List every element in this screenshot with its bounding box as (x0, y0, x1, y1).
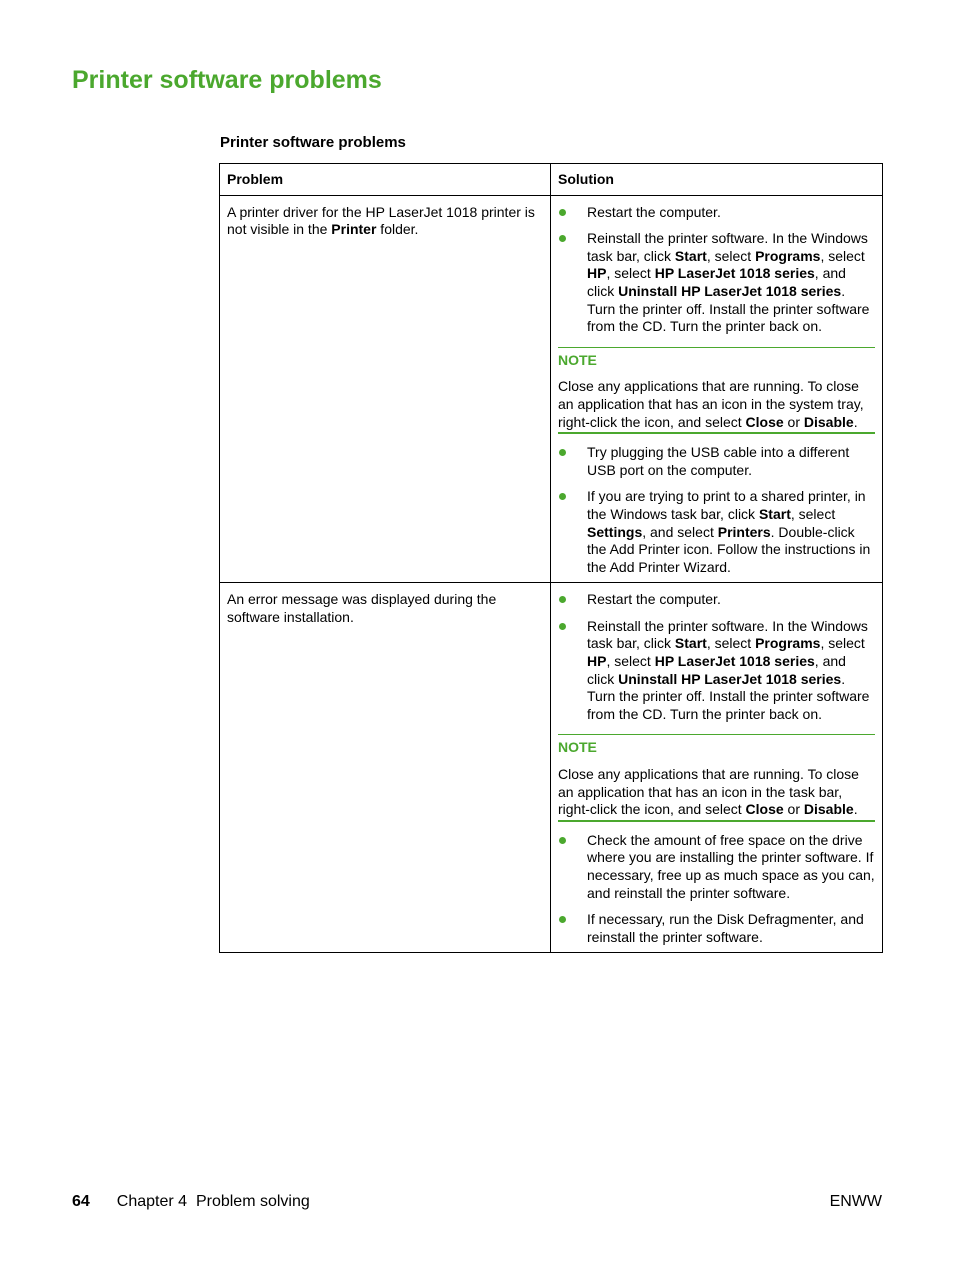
solution-list (558, 591, 875, 723)
bold-text: HP (587, 653, 607, 670)
text-run: A printer driver for the HP LaserJet 1018 printer is not visible in the (227, 203, 535, 238)
solution-cell (551, 583, 883, 953)
bold-text: Printers (717, 523, 771, 540)
table-caption: Printer software problems (220, 134, 406, 151)
bold-text: Close (745, 413, 784, 430)
bold-text: Printer (331, 221, 377, 238)
text-run: Close any applications that are running. To close an application that has an icon in the system tray, right-click the icon, and select (558, 378, 864, 430)
note-text (558, 766, 875, 819)
bold-text: Close (745, 801, 784, 818)
list-item (558, 488, 875, 576)
text-run: Check the amount of free space on the drive where you are installing the printer software. If necessary, free up as much space as you can, and reinstall the printer software. (587, 831, 875, 901)
text-run: or (783, 801, 804, 818)
list-item (558, 911, 875, 946)
text-run: , select (790, 505, 836, 522)
table-header-row (220, 164, 883, 196)
bold-text: Start (674, 635, 707, 652)
table-row (220, 195, 883, 583)
text-run: , select (706, 635, 756, 652)
note-box (558, 734, 875, 821)
note-label: NOTE (558, 351, 597, 368)
bullet-dot-icon (559, 623, 566, 630)
text-run: . Turn the printer off. Install the printer software from the CD. Turn the printer back on. (587, 670, 870, 722)
bullet-dot-icon (559, 235, 566, 242)
bullet-dot-icon (559, 493, 566, 500)
bold-text: Start (674, 247, 707, 264)
page-number: 64 (72, 1193, 90, 1210)
bold-text: HP LaserJet 1018 series (654, 265, 815, 282)
list-item (558, 230, 875, 336)
text-run: If you are trying to print to a shared printer, in the Windows task bar, click (587, 488, 866, 522)
bold-text: Disable (803, 413, 854, 430)
text-run: Close any applications that are running. To close an application that has an icon in the task bar, right-click the icon, and select (558, 766, 859, 818)
table-body (220, 195, 883, 953)
solution-list (558, 832, 875, 947)
bullet-dot-icon (559, 837, 566, 844)
bullet-dot-icon (559, 449, 566, 456)
list-item (558, 591, 875, 609)
list-item (558, 832, 875, 902)
text-run: . Double-click the Add Printer icon. Follow the instructions in the Add Printer Wizard. (587, 523, 871, 575)
solution-cell (551, 195, 883, 583)
text-run: , select (820, 247, 865, 264)
bold-text: HP LaserJet 1018 series (654, 653, 815, 670)
text-run: , and click (587, 265, 846, 299)
text-run: folder. (376, 221, 419, 238)
text-run: or (783, 413, 804, 430)
bullet-dot-icon (559, 209, 566, 216)
bullet-dot-icon (559, 596, 566, 603)
text-run: Restart the computer. (587, 591, 721, 608)
problem-cell (220, 583, 551, 953)
bold-text: Uninstall HP LaserJet 1018 series (618, 670, 842, 687)
text-run: , select (706, 247, 756, 264)
list-item (558, 444, 875, 479)
column-header-solution: Solution (551, 164, 883, 196)
text-run: , select (820, 635, 865, 652)
solution-list (558, 204, 875, 336)
text-run: If necessary, run the Disk Defragmenter, and reinstall the printer software. (587, 911, 864, 945)
note-box (558, 347, 875, 434)
bold-text: Programs (755, 247, 821, 264)
chapter-label: Chapter 4 Problem solving (116, 1193, 310, 1210)
bold-text: Disable (803, 801, 854, 818)
text-run: Reinstall the printer software. In the Windows task bar, click (587, 617, 868, 652)
bold-text: Programs (755, 635, 821, 652)
bold-text: HP (587, 265, 607, 282)
text-run: Reinstall the printer software. In the Windows task bar, click (587, 230, 868, 264)
text-run: . (853, 801, 858, 818)
text-run: Restart the computer. (587, 203, 721, 220)
text-run: Try plugging the USB cable into a different USB port on the computer. (587, 444, 850, 478)
bold-text: Settings (587, 523, 643, 540)
page-footer (72, 1192, 882, 1211)
text-run: , select (606, 653, 655, 670)
text-run: An error message was displayed during the software installation. (227, 591, 497, 625)
note-text (558, 378, 875, 431)
list-item (558, 204, 875, 222)
solution-list (558, 444, 875, 576)
text-run: . (853, 413, 858, 430)
problem-cell (220, 195, 551, 583)
bold-text: Uninstall HP LaserJet 1018 series (618, 282, 842, 299)
text-run: , and click (587, 653, 846, 687)
bold-text: Start (758, 505, 791, 522)
table-row (220, 583, 883, 953)
text-run: , select (606, 265, 655, 282)
bullet-dot-icon (559, 916, 566, 923)
column-header-problem: Problem (220, 164, 551, 196)
text-run: , and select (642, 523, 718, 540)
page-title: Printer software problems (72, 66, 382, 94)
text-run: . Turn the printer off. Install the printer software from the CD. Turn the printer back on. (587, 282, 870, 335)
problems-table (219, 163, 883, 953)
list-item (558, 618, 875, 724)
footer-right-label: ENWW (829, 1193, 882, 1210)
note-label: NOTE (558, 739, 597, 756)
